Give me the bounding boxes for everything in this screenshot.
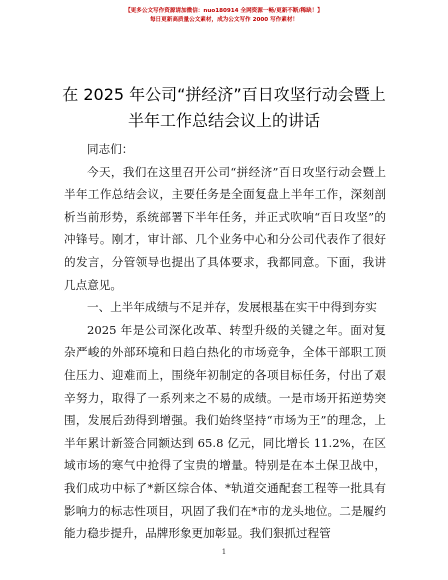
paragraph: 2025 年是公司深化改革、转型升级的关键之年。面对复杂严峻的外部环境和日趋白热化的市场竞争，全体干部职工顶住压力、迎难而上，围绕年初制定的各项目标任务，付出了艰辛努力，取得了一系列来之不易的成绩。一是市场开拓逆势突围，发展后劲得到增强。我们始终坚持“市场为王”的理念，上半年累计新签合同额达到 65.8 亿元，同比增长 11.2%，在区域市场的寒气中抢得了宝贵的增量。特别是在本土保卫战中，我们成功中标了*新区综合体、*轨道交通配套工程等一批具有影响力的标志性项目，巩固了我们在*市的龙头地位。二是履约能力稳步提升，品牌形象更加彰显。我们狠抓过程管 bbox=[64, 322, 386, 541]
promo-banner bbox=[0, 7, 448, 25]
document-title-line-1: 在 2025 年公司“拼经济”百日攻坚行动会暨上 bbox=[62, 85, 386, 104]
salutation: 同志们： bbox=[87, 142, 134, 156]
document-title-line-2: 半年工作总结会议上的讲话 bbox=[127, 111, 320, 130]
section-heading: 一、上半年成绩与不足并存，发展根基在实干中得到夯实 bbox=[87, 300, 377, 315]
page-number: 1 bbox=[221, 548, 227, 556]
paragraph: 今天，我们在这里召开公司“拼经济”百日攻坚行动会暨上半年工作总结会议，主要任务是全面复盘上半年工作，深刻剖析当前形势，系统部署下半年任务，并正式吹响“百日攻坚”的冲锋号。刚才，审计部、几个业务中心和分公司代表作了很好的发言，分管领导也提出了具体要求，我都同意。下面，我讲几点意见。 bbox=[64, 164, 386, 292]
document-body bbox=[64, 138, 386, 545]
promo-banner-line-2: 每日更新高质量公文素材，成为公文写作 2000 写作素材！ bbox=[149, 17, 299, 23]
document-title bbox=[40, 82, 408, 134]
promo-banner-line-1: 【更多公文写作资源请加微信：nuo180914 全网资源一畅/更新不断/稀缺！】 bbox=[125, 8, 323, 14]
